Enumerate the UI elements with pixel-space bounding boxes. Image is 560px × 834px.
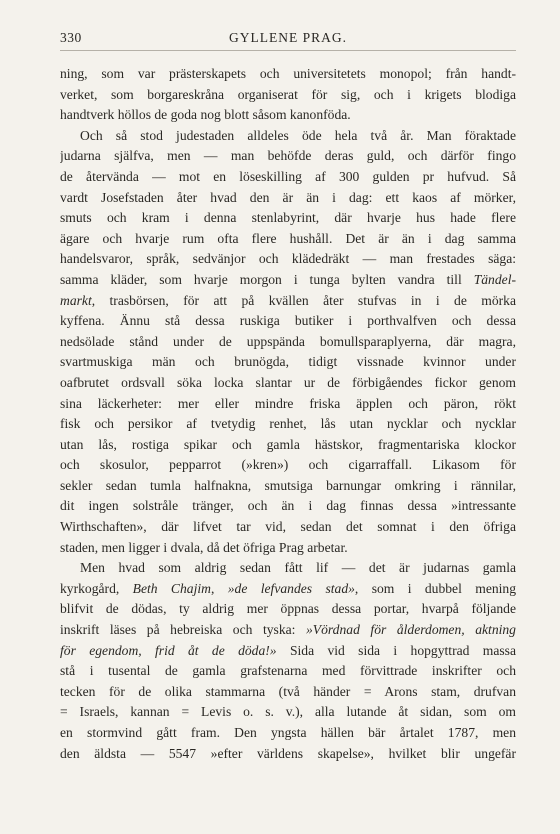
text-segment: = Israels, kannan = Levis o. s. v.), alla lutande åt sidan, som om (60, 704, 516, 720)
text-line (60, 332, 516, 353)
text-line (60, 291, 516, 312)
text-segment: handtverk höllos de goda nog blott såsom kanonföda. (60, 107, 351, 123)
italic-text: Beth Chajim (132, 580, 211, 596)
text-segment: sina läckerheter: mer eller mindre friska äpplen och päron, rökt (60, 395, 516, 411)
text-line (60, 126, 516, 147)
text-segment: kyrkogård, (60, 580, 133, 596)
text-segment: ägare och hvarje rum ofta flere hushåll. Det är än i dag samma (60, 230, 516, 246)
text-line (60, 188, 516, 209)
text-line (60, 538, 516, 559)
text-line (60, 146, 516, 167)
text-line (60, 311, 516, 332)
text-segment: verket, som borgareskråna organiserat för sig, och i krigets blodiga (60, 86, 516, 102)
text-segment: oafbrutet ordsvall söka locka slantar ur de förbigåendes fickor genom (60, 374, 516, 390)
text-segment: fisk och persikor af tvetydig renhet, lås utan nycklar och nycklar (60, 416, 516, 432)
text-line (60, 352, 516, 373)
text-segment: , som i dubbel mening (354, 580, 516, 596)
text-segment: sekler sedan tumla halfnakna, smutsiga barnungar omkring i rännilar, (60, 477, 516, 493)
text-segment: handelsvaror, språk, sedvänjor och klädedräkt — man frestades säga: (60, 251, 516, 267)
text-line (60, 167, 516, 188)
page-number: 330 (60, 30, 82, 45)
text-segment: ning, som var prästerskapets och universitetets monopol; från handt- (60, 66, 516, 81)
text-line (60, 723, 516, 744)
text-segment: Sida vid sida i hopgyttrad massa (276, 642, 516, 658)
text-segment: den äldsta — 5547 »efter världens skapelse», hvilket blir ungefär (60, 745, 516, 761)
text-line (60, 702, 516, 723)
italic-text: Tändel- (473, 271, 516, 287)
text-line (60, 476, 516, 497)
text-segment: och skosulor, pepparrot (»kren») och cigarraffall. Likasom för (60, 457, 516, 473)
text-line (60, 682, 516, 703)
text-segment: staden, men ligger i dvala, då det öfriga Prag arbetar. (60, 539, 348, 555)
text-segment: vardt Josefstaden åter hvad den är än i dag: ett kaos af mörker, (60, 189, 516, 205)
text-segment: blifvit de dödas, ty aldrig mer öppnas dessa portar, hvarpå följande (60, 601, 516, 617)
text-segment: samma kläder, som hvarje morgon i tunga bylten vandra till (60, 271, 474, 287)
text-segment: kyffena. Ännu stå dessa ruskiga butiker i porthvalfven och dessa (60, 313, 516, 329)
text-line (60, 599, 516, 620)
text-line (60, 85, 516, 106)
italic-text: för egendom, frid åt de döda!» (60, 642, 277, 658)
text-segment: tecken för de olika stammarna (två händer = Arons stam, drufvan (60, 683, 516, 699)
text-line (60, 558, 516, 579)
text-line (60, 249, 516, 270)
italic-text: markt (60, 292, 92, 308)
text-segment: Wirthschaften», där lifvet tar vid, sedan det somnat i den öfriga (60, 519, 516, 535)
text-line (60, 394, 516, 415)
text-line (60, 455, 516, 476)
text-line (60, 208, 516, 229)
italic-text: »Vördnad för ålderdomen, aktning (306, 622, 516, 638)
text-line (60, 270, 516, 291)
text-line (60, 641, 516, 662)
text-line (60, 517, 516, 538)
text-line (60, 435, 516, 456)
text-segment: , (210, 580, 228, 596)
text-segment: Men hvad som aldrig sedan fått lif — det är judarnas gamla (80, 560, 516, 576)
text-segment: judarna själfva, men — man behöfde deras guld, och därför fingo (60, 148, 516, 164)
text-segment: de återvända — mot en löseskilling af 300 gulden pr hufvud. Så (60, 168, 516, 184)
text-segment: stå i tusental de gamla grafstenarna med förvittrade inskrifter och (60, 663, 516, 679)
italic-text: »de lefvandes stad» (227, 580, 355, 596)
header-rule (60, 50, 516, 51)
text-line (60, 414, 516, 435)
text-line (60, 744, 516, 765)
text-segment: Och så stod judestaden alldeles öde hela två år. Man föraktade (80, 127, 516, 143)
body-text (60, 64, 516, 764)
text-segment: utan lås, rostiga spikar och gamla hästskor, fragmentariska klockor (60, 436, 516, 452)
text-segment: en stormvind gått fram. Den yngsta hällen bär årtalet 1787, men (60, 725, 516, 740)
text-line (60, 229, 516, 250)
text-line (60, 579, 516, 600)
text-segment: svartmuskiga män och brunögda, tidigt vissnade kvinnor under (60, 354, 516, 370)
text-segment: dit ingen solstråle tränger, och än i dag finnas dessa »intressante (60, 498, 516, 514)
text-line (60, 373, 516, 394)
text-segment: inskrift läses på hebreiska och tyska: (60, 622, 306, 638)
running-title: GYLLENE PRAG. (229, 30, 347, 45)
text-line (60, 64, 516, 85)
text-segment: nedsölade stånd under de uppspända bomullsparaplyerna, där magra, (60, 333, 516, 349)
text-segment: , trasbörsen, för att på kvällen åter stufvas in i de mörka (91, 292, 516, 308)
text-line (60, 661, 516, 682)
text-line (60, 496, 516, 517)
text-line (60, 105, 516, 126)
page-header (60, 30, 516, 50)
text-line (60, 620, 516, 641)
text-segment: smuts och kram i denna stenlabyrint, där hvarje hus hade flere (60, 210, 516, 226)
